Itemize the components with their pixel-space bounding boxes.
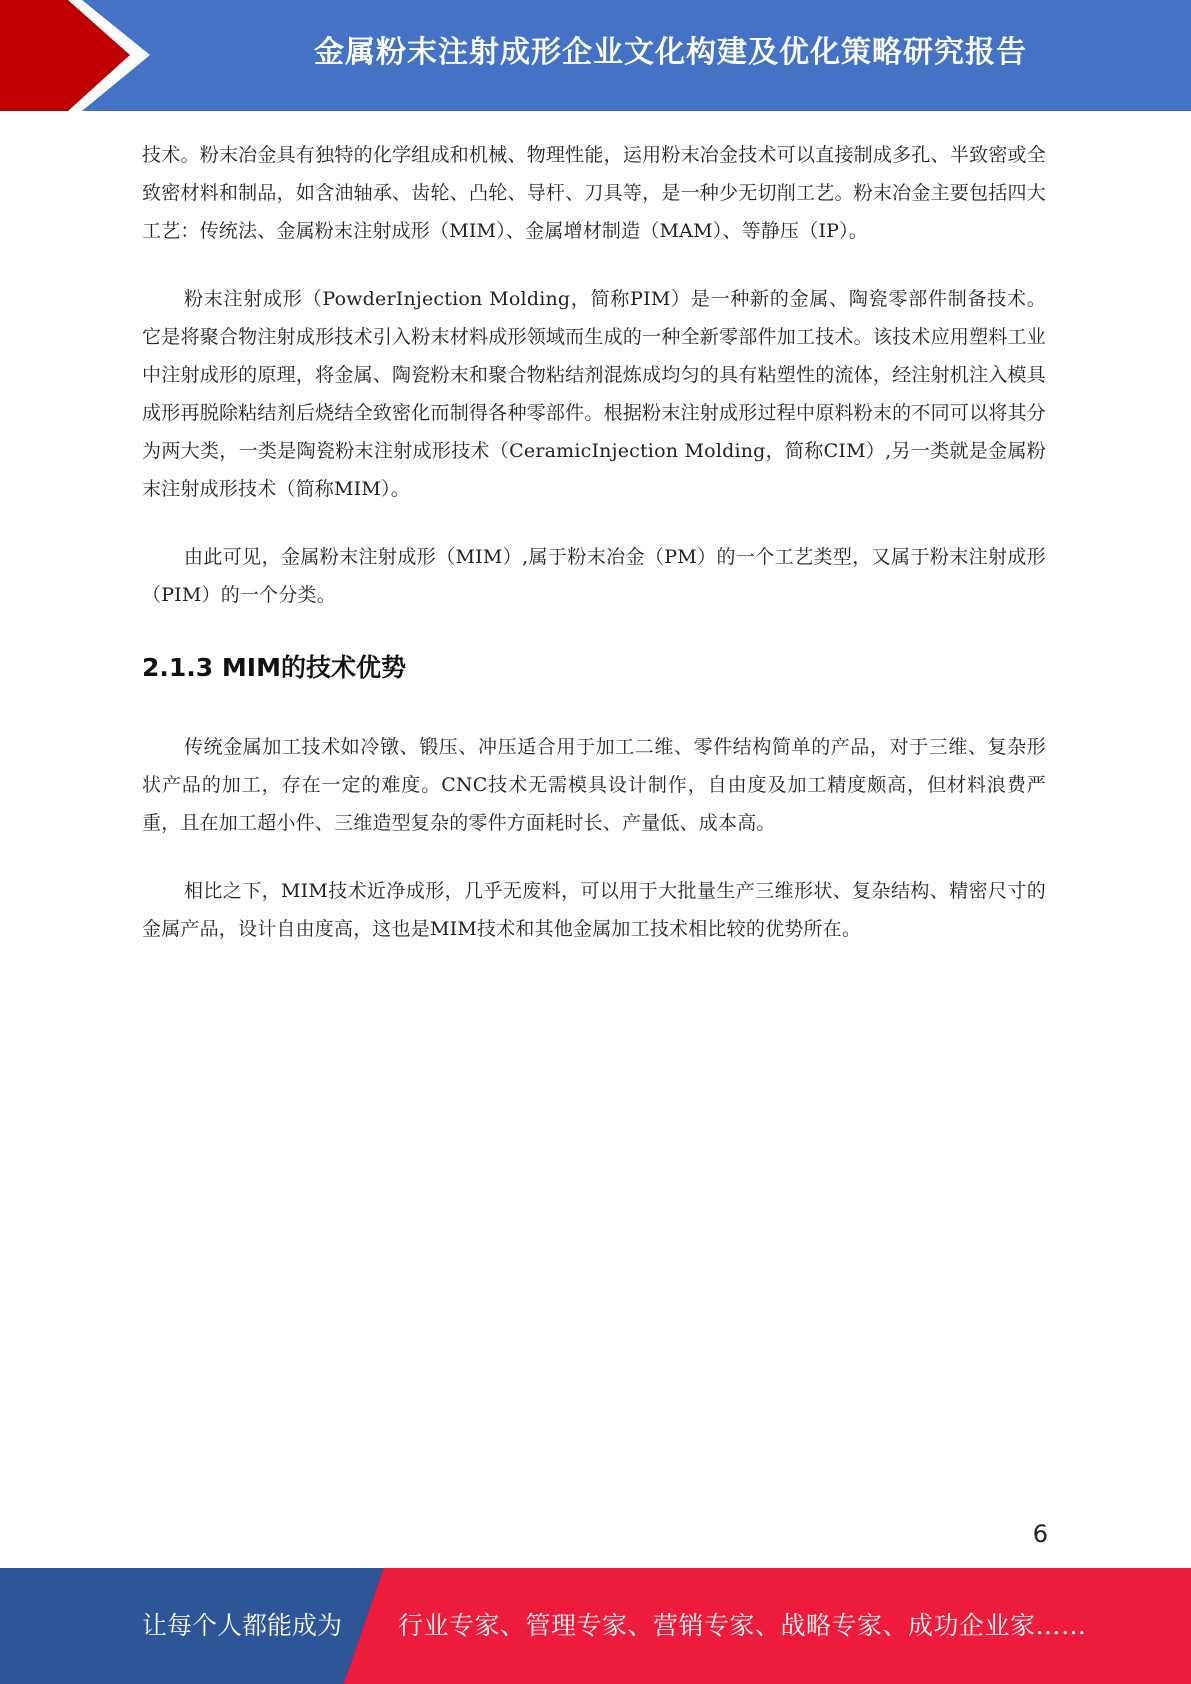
page-footer [0,1568,1191,1684]
section-heading: 2.1.3 MIM的技术优势 [142,653,406,682]
paragraph-mim-classification: 由此可见，金属粉末注射成形（MIM）,属于粉末冶金（PM）的一个工艺类型，又属于粉末注射成形（PIM）的一个分类。 [142,546,1046,606]
paragraph-mim-advantage: 相比之下，MIM技术近净成形，几乎无废料，可以用于大批量生产三维形状、复杂结构、精密尺寸的金属产品，设计自由度高，这也是MIM技术和其他金属加工技术相比较的优势所在。 [142,880,1046,940]
document-title: 金属粉末注射成形企业文化构建及优化策略研究报告 [314,35,1027,70]
page-number: 6 [1032,1520,1048,1548]
paragraph-powder-metallurgy: 技术。粉末冶金具有独特的化学组成和机械、物理性能，运用粉末冶金技术可以直接制成多孔、半致密或全致密材料和制品，如含油轴承、齿轮、凸轮、导杆、刀具等，是一种少无切削工艺。粉末冶金主要包括四大工艺：传统法、金属粉末注射成形（MIM）、金属增材制造（MAM）、等静压（IP）。 [142,144,1046,242]
paragraph-pim-definition: 粉末注射成形（PowderInjection Molding，简称PIM）是一种新的金属、陶瓷零部件制备技术。它是将聚合物注射成形技术引入粉末材料成形领域而生成的一种全新零部件加工技术。该技术应用塑料工业中注射成形的原理，将金属、陶瓷粉末和聚合物粘结剂混炼成均匀的具有粘塑性的流体，经注射机注入模具成形再脱除粘结剂后烧结全致密化而制得各种零部件。根据粉末注射成形过程中原料粉末的不同可以将其分为两大类，一类是陶瓷粉末注射成形技术（CeramicInjection Molding，简称CIM）,另一类就是金属粉末注射成形技术（简称MIM）。 [142,288,1046,500]
footer-slogan-right: 行业专家、管理专家、营销专家、战略专家、成功企业家…… [398,1611,1087,1640]
document-body [142,136,1046,948]
page-header [0,0,1191,111]
paragraph-traditional-processing: 传统金属加工技术如冷镦、锻压、冲压适合用于加工二维、零件结构简单的产品，对于三维、复杂形状产品的加工，存在一定的难度。CNC技术无需模具设计制作，自由度及加工精度颇高，但材料浪费严重，且在加工超小件、三维造型复杂的零件方面耗时长、产量低、成本高。 [142,736,1046,834]
footer-slogan-left: 让每个人都能成为 [142,1611,343,1640]
